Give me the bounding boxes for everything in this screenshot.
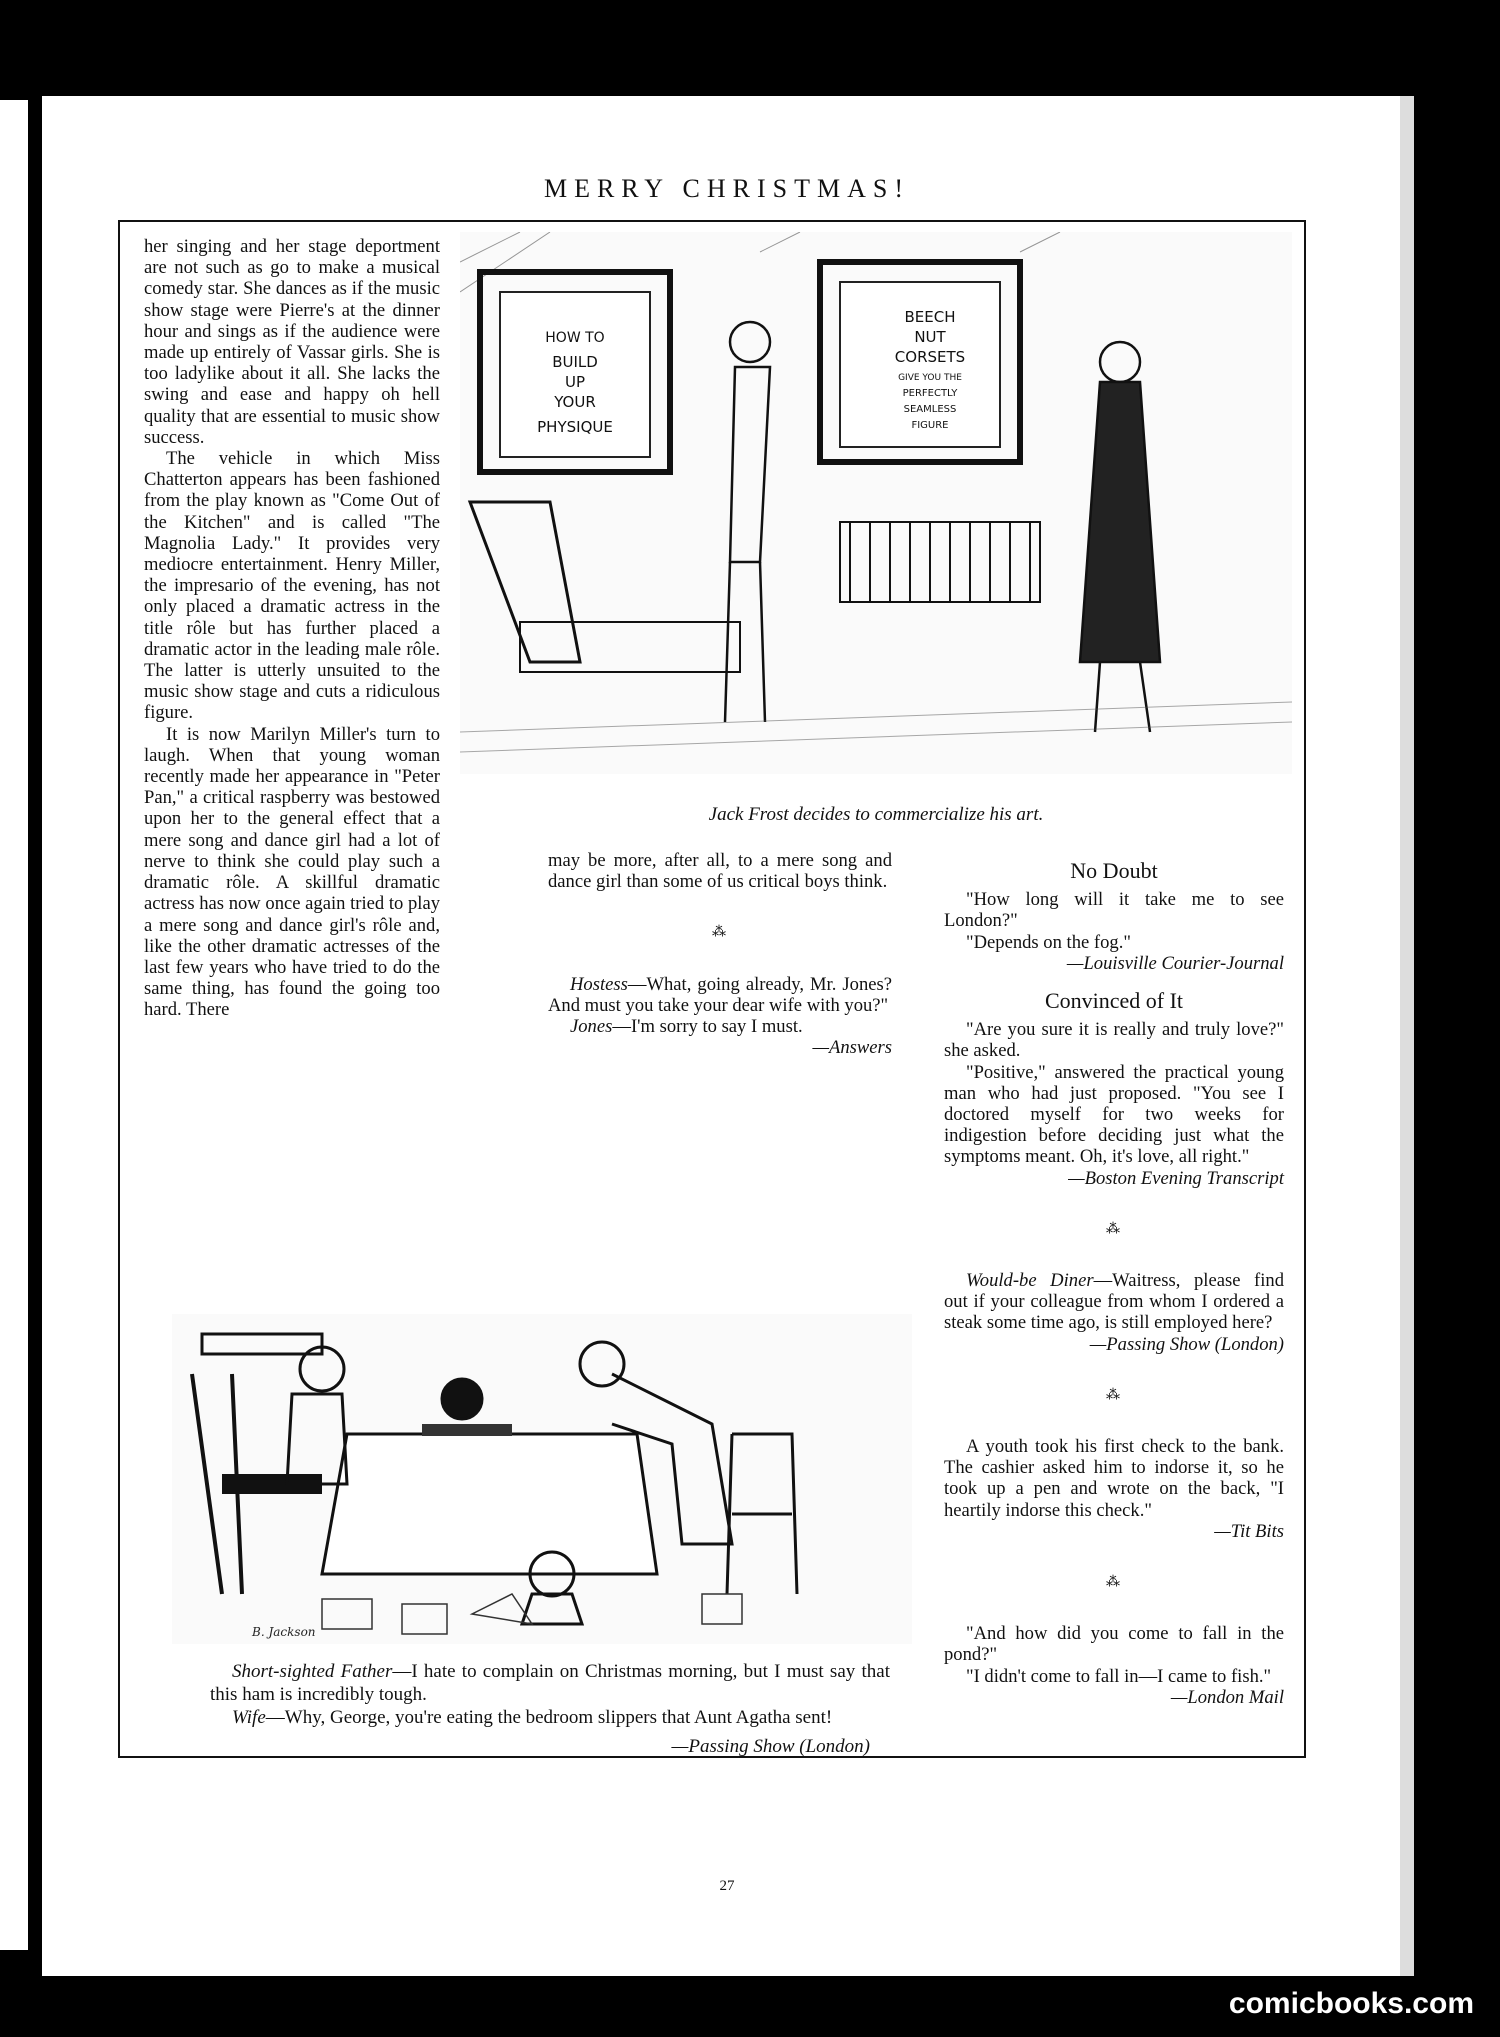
jack-frost-illustration [460, 232, 1292, 774]
wife-speaker: Wife [232, 1707, 266, 1728]
no-doubt-title: No Doubt [1070, 858, 1158, 883]
courier-journal-attribution: —Louisville Courier-Journal [1066, 952, 1284, 974]
convinced-title: Convinced of It [1044, 988, 1184, 1014]
middle-column [548, 850, 892, 1058]
check-joke: A youth took his first check to the bank. The cashier asked him to indorse it, so he took up a pen and wrote on the back, "I heartily indorse this check." [944, 1436, 1284, 1521]
jones-speaker: Jones [570, 1016, 613, 1038]
bottom-caption [210, 1660, 890, 1758]
poster-left-line-2: BUILD [552, 353, 598, 371]
content-frame [118, 220, 1306, 1758]
poster-right-line-3: CORSETS [894, 348, 966, 366]
jones-line: —I'm sorry to say I must. [612, 1016, 803, 1038]
convinced-line-2: "Positive," answered the practical young man who had just proposed. "You see I doctored myself for two weeks for indigestion before deciding just what the symptoms meant. Oh, it's love, all right." [944, 1061, 1284, 1168]
poster-right-line-6: SEAMLESS [903, 404, 957, 415]
transcript-attribution: —Boston Evening Transcript [1068, 1167, 1284, 1189]
christmas-breakfast-illustration [172, 1314, 912, 1644]
middle-paragraph: may be more, after all, to a mere song and dance girl than some of us critical boys think. [548, 850, 892, 893]
poster-right-line-1: BEECH [904, 308, 956, 326]
hostess-line: —What, going already, Mr. Jones? And must you take your dear wife with you?" [548, 973, 892, 1016]
poster-left-line-1: HOW TO [545, 330, 605, 346]
left-column [144, 236, 440, 1021]
artist-signature: B. Jackson [252, 1625, 316, 1639]
watermark: comicbooks.com [1228, 1987, 1474, 2020]
poster-left-line-3: UP [564, 373, 586, 391]
ornament: ⁂ [712, 925, 728, 941]
adjacent-page-edge [0, 100, 28, 1950]
poster-right-line-2: NUT [914, 328, 946, 346]
ornament: ⁂ [1106, 1387, 1122, 1403]
answers-attribution: —Answers [812, 1037, 892, 1059]
convinced-line-1: "Are you sure it is really and truly love?" she asked. [944, 1019, 1284, 1062]
poster-right-line-4: GIVE YOU THE [898, 373, 962, 383]
page-header: MERRY CHRISTMAS! [543, 174, 911, 203]
jack-frost-caption: Jack Frost decides to commercialize his art. [708, 804, 1044, 825]
pond-line-1: "And how did you come to fall in the pond?" [944, 1623, 1284, 1666]
magazine-page [42, 96, 1412, 1976]
right-column [944, 852, 1284, 1708]
poster-left-line-5: PHYSIQUE [537, 418, 613, 436]
bottom-attribution: —Passing Show (London) [671, 1736, 870, 1757]
london-mail-attribution: —London Mail [1170, 1686, 1284, 1708]
diner-line: —Waitress, please find out if your colleague from whom I ordered a steak some time ago, is still employed here? [944, 1270, 1285, 1334]
hostess-speaker: Hostess [570, 973, 628, 995]
ornament: ⁂ [1106, 1575, 1122, 1591]
left-paragraph-3: It is now Marilyn Miller's turn to laugh. When that young woman recently made her appearance in "Peter Pan," a critical raspberry was bestowed upon her to the general effect that a mere song and dance girl had a lot of nerve to think she could play such a dramatic rôle. A skillful dramatic actress has now once again tried to play a mere song and dance girl's rôle and, like the other dramatic actresses of the last few years who have tried to do the same thing, has found the going too hard. There [144, 723, 440, 1021]
poster-right-line-7: FIGURE [911, 420, 949, 431]
page-number: 27 [719, 1878, 735, 1894]
wife-line: —Why, George, you're eating the bedroom slippers that Aunt Agatha sent! [265, 1707, 833, 1728]
no-doubt-line-1: "How long will it take me to see London?" [944, 889, 1284, 932]
poster-left-line-4: YOUR [554, 393, 596, 411]
left-paragraph-1: her singing and her stage deportment are not such as go to make a musical comedy star. She dances as if the music show stage were Pierre's at the dinner hour and sings as if the audience were made up entirely of Vassar girls. She is too ladylike about it all. She lacks the swing and ease and happy oh hell quality that are essential to music show success. [144, 236, 440, 448]
poster-right-line-5: PERFECTLY [902, 388, 958, 399]
pond-line-2: "I didn't come to fall in—I came to fish." [966, 1665, 1272, 1687]
ornament: ⁂ [1106, 1221, 1122, 1237]
father-speaker: Short-sighted Father [232, 1661, 393, 1682]
diner-speaker: Would-be Diner [966, 1270, 1094, 1292]
tit-bits-attribution: —Tit Bits [1214, 1520, 1284, 1542]
page-edge-shadow [1400, 96, 1414, 1976]
passing-show-attribution: —Passing Show (London) [1089, 1333, 1284, 1355]
no-doubt-line-2: "Depends on the fog." [966, 931, 1131, 953]
father-line: —I hate to complain on Christmas morning, but I must say that this ham is incredibly tough. [210, 1661, 890, 1705]
left-paragraph-2: The vehicle in which Miss Chatterton appears has been fashioned from the play known as "Come Out of the Kitchen" and is called "The Magnolia Lady." It provides very mediocre entertainment. Henry Miller, the impresario of the evening, has not only placed a dramatic actress in the title rôle but has further placed a dramatic actor in the leading male rôle. The latter is utterly unsuited to the music show stage and cuts a ridiculous figure. [144, 448, 440, 724]
